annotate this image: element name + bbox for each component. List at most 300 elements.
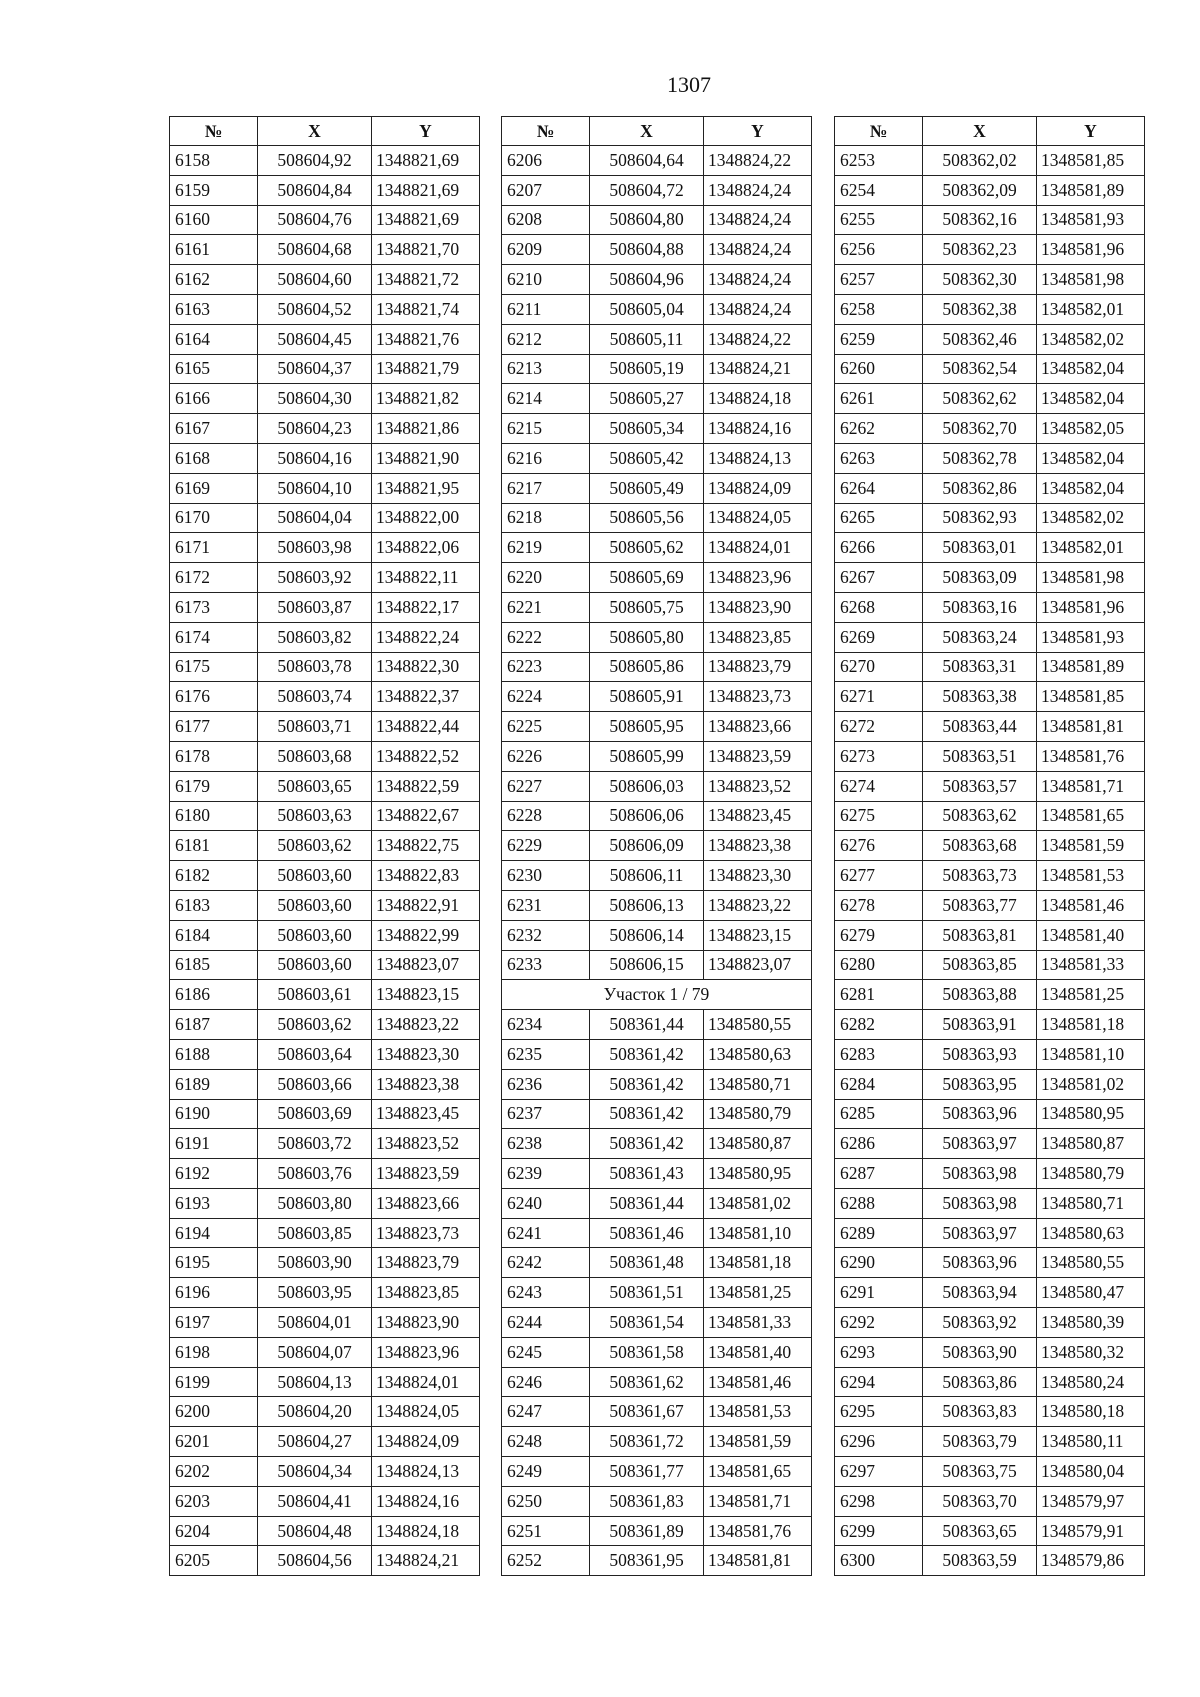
x-coordinate-cell: 508603,61 [258,980,372,1010]
table-row [835,622,1145,652]
x-coordinate-cell: 508363,91 [923,1010,1037,1040]
point-number-cell: 6191 [170,1129,258,1159]
y-coordinate-cell: 1348823,07 [704,950,812,980]
table-row [170,622,480,652]
y-coordinate-cell: 1348823,59 [372,1159,480,1189]
x-coordinate-cell: 508605,27 [590,384,704,414]
y-coordinate-cell: 1348822,83 [372,861,480,891]
table-row [502,146,812,176]
table-row [170,592,480,622]
table-row [835,1308,1145,1338]
table-row [502,1129,812,1159]
x-coordinate-cell: 508363,83 [923,1397,1037,1427]
y-coordinate-cell: 1348823,66 [372,1188,480,1218]
table-row [170,1486,480,1516]
x-coordinate-cell: 508606,06 [590,801,704,831]
table-row [835,146,1145,176]
point-number-cell: 6247 [502,1397,590,1427]
table-row [835,1069,1145,1099]
table-row [502,1099,812,1129]
table-row [835,1427,1145,1457]
point-number-cell: 6183 [170,890,258,920]
point-number-cell: 6166 [170,384,258,414]
table-row [170,1010,480,1040]
table-row [835,771,1145,801]
y-coordinate-cell: 1348823,07 [372,950,480,980]
point-number-cell: 6215 [502,414,590,444]
point-number-cell: 6284 [835,1069,923,1099]
point-number-cell: 6185 [170,950,258,980]
point-number-cell: 6240 [502,1188,590,1218]
point-number-cell: 6164 [170,324,258,354]
y-coordinate-cell: 1348823,22 [704,890,812,920]
x-coordinate-cell: 508361,58 [590,1337,704,1367]
y-coordinate-cell: 1348823,59 [704,741,812,771]
table-row [835,1337,1145,1367]
page-number-text: 1307 [667,72,711,97]
point-number-cell: 6213 [502,354,590,384]
y-coordinate-cell: 1348822,67 [372,801,480,831]
table-row [170,265,480,295]
x-coordinate-cell: 508363,97 [923,1218,1037,1248]
point-number-cell: 6160 [170,205,258,235]
y-coordinate-cell: 1348822,59 [372,771,480,801]
point-number-cell: 6275 [835,801,923,831]
table-row [835,592,1145,622]
table-row [170,1188,480,1218]
y-coordinate-cell: 1348824,13 [372,1457,480,1487]
table-row [170,294,480,324]
y-coordinate-cell: 1348823,96 [372,1337,480,1367]
y-coordinate-cell: 1348580,79 [704,1099,812,1129]
x-coordinate-cell: 508604,07 [258,1337,372,1367]
point-number-cell: 6209 [502,235,590,265]
y-coordinate-cell: 1348821,95 [372,473,480,503]
y-coordinate-cell: 1348822,44 [372,712,480,742]
coordinates-table-3 [834,116,1145,1576]
table-row [502,801,812,831]
y-coordinate-cell: 1348580,95 [704,1159,812,1189]
table-row [502,473,812,503]
y-coordinate-cell: 1348821,79 [372,354,480,384]
table-row [835,1188,1145,1218]
point-number-cell: 6267 [835,563,923,593]
point-number-cell: 6200 [170,1397,258,1427]
table-row [170,175,480,205]
column-header-x: X [590,117,704,146]
x-coordinate-cell: 508604,27 [258,1427,372,1457]
table-row [502,1337,812,1367]
point-number-cell: 6201 [170,1427,258,1457]
table-row [835,175,1145,205]
y-coordinate-cell: 1348581,59 [1037,831,1145,861]
x-coordinate-cell: 508603,60 [258,890,372,920]
x-coordinate-cell: 508604,10 [258,473,372,503]
table-row [835,801,1145,831]
table-row [502,1516,812,1546]
table-row [170,890,480,920]
y-coordinate-cell: 1348824,01 [372,1367,480,1397]
point-number-cell: 6236 [502,1069,590,1099]
table-row [170,801,480,831]
table-row [502,1069,812,1099]
x-coordinate-cell: 508363,97 [923,1129,1037,1159]
x-coordinate-cell: 508603,64 [258,1039,372,1069]
x-coordinate-cell: 508362,70 [923,414,1037,444]
table-row [502,384,812,414]
point-number-cell: 6173 [170,592,258,622]
y-coordinate-cell: 1348581,18 [704,1248,812,1278]
table-row [502,1397,812,1427]
column-header-y: Y [1037,117,1145,146]
table-row [502,890,812,920]
x-coordinate-cell: 508362,78 [923,443,1037,473]
y-coordinate-cell: 1348822,17 [372,592,480,622]
table-row [502,1427,812,1457]
point-number-cell: 6262 [835,414,923,444]
point-number-cell: 6216 [502,443,590,473]
y-coordinate-cell: 1348582,04 [1037,473,1145,503]
x-coordinate-cell: 508603,68 [258,741,372,771]
point-number-cell: 6259 [835,324,923,354]
y-coordinate-cell: 1348580,71 [704,1069,812,1099]
x-coordinate-cell: 508605,86 [590,652,704,682]
table-row [502,1486,812,1516]
point-number-cell: 6212 [502,324,590,354]
y-coordinate-cell: 1348581,46 [1037,890,1145,920]
y-coordinate-cell: 1348822,91 [372,890,480,920]
x-coordinate-cell: 508604,37 [258,354,372,384]
x-coordinate-cell: 508603,87 [258,592,372,622]
table-row [170,205,480,235]
point-number-cell: 6176 [170,682,258,712]
point-number-cell: 6168 [170,443,258,473]
point-number-cell: 6205 [170,1546,258,1576]
x-coordinate-cell: 508362,93 [923,503,1037,533]
table-row [502,652,812,682]
point-number-cell: 6161 [170,235,258,265]
y-coordinate-cell: 1348580,71 [1037,1188,1145,1218]
y-coordinate-cell: 1348821,86 [372,414,480,444]
point-number-cell: 6281 [835,980,923,1010]
point-number-cell: 6241 [502,1218,590,1248]
y-coordinate-cell: 1348823,66 [704,712,812,742]
x-coordinate-cell: 508363,93 [923,1039,1037,1069]
header-row [835,117,1145,146]
table-row [170,771,480,801]
x-coordinate-cell: 508605,80 [590,622,704,652]
y-coordinate-cell: 1348821,72 [372,265,480,295]
point-number-cell: 6226 [502,741,590,771]
x-coordinate-cell: 508361,42 [590,1129,704,1159]
y-coordinate-cell: 1348581,33 [704,1308,812,1338]
point-number-cell: 6286 [835,1129,923,1159]
table-row [502,682,812,712]
table-row [170,1427,480,1457]
point-number-cell: 6190 [170,1099,258,1129]
table-row [835,265,1145,295]
table-row [835,354,1145,384]
column-header-x: X [923,117,1037,146]
header-row [170,117,480,146]
table-row [835,831,1145,861]
table-row [502,175,812,205]
x-coordinate-cell: 508604,34 [258,1457,372,1487]
y-coordinate-cell: 1348823,15 [372,980,480,1010]
x-coordinate-cell: 508604,80 [590,205,704,235]
y-coordinate-cell: 1348823,30 [372,1039,480,1069]
x-coordinate-cell: 508362,30 [923,265,1037,295]
x-coordinate-cell: 508363,90 [923,1337,1037,1367]
y-coordinate-cell: 1348821,82 [372,384,480,414]
point-number-cell: 6288 [835,1188,923,1218]
x-coordinate-cell: 508604,76 [258,205,372,235]
point-number-cell: 6264 [835,473,923,503]
point-number-cell: 6238 [502,1129,590,1159]
point-number-cell: 6258 [835,294,923,324]
point-number-cell: 6234 [502,1010,590,1040]
x-coordinate-cell: 508606,09 [590,831,704,861]
point-number-cell: 6298 [835,1486,923,1516]
table-row [502,1159,812,1189]
table-row [835,980,1145,1010]
point-number-cell: 6246 [502,1367,590,1397]
y-coordinate-cell: 1348823,45 [372,1099,480,1129]
x-coordinate-cell: 508605,04 [590,294,704,324]
x-coordinate-cell: 508362,46 [923,324,1037,354]
column-header-number: № [502,117,590,146]
point-number-cell: 6189 [170,1069,258,1099]
point-number-cell: 6217 [502,473,590,503]
y-coordinate-cell: 1348579,97 [1037,1486,1145,1516]
x-coordinate-cell: 508604,56 [258,1546,372,1576]
table-row [170,980,480,1010]
y-coordinate-cell: 1348823,15 [704,920,812,950]
point-number-cell: 6225 [502,712,590,742]
y-coordinate-cell: 1348822,99 [372,920,480,950]
y-coordinate-cell: 1348582,04 [1037,354,1145,384]
point-number-cell: 6283 [835,1039,923,1069]
point-number-cell: 6231 [502,890,590,920]
x-coordinate-cell: 508363,62 [923,801,1037,831]
x-coordinate-cell: 508361,54 [590,1308,704,1338]
y-coordinate-cell: 1348822,75 [372,831,480,861]
table-row [502,1278,812,1308]
y-coordinate-cell: 1348581,53 [704,1397,812,1427]
table-row [170,1069,480,1099]
x-coordinate-cell: 508361,83 [590,1486,704,1516]
table-row [835,384,1145,414]
y-coordinate-cell: 1348822,11 [372,563,480,593]
y-coordinate-cell: 1348581,81 [1037,712,1145,742]
table-row [835,1159,1145,1189]
y-coordinate-cell: 1348821,69 [372,175,480,205]
table-row [502,1010,812,1040]
point-number-cell: 6272 [835,712,923,742]
table-row [170,563,480,593]
point-number-cell: 6197 [170,1308,258,1338]
x-coordinate-cell: 508604,41 [258,1486,372,1516]
y-coordinate-cell: 1348821,70 [372,235,480,265]
x-coordinate-cell: 508363,98 [923,1159,1037,1189]
table-row [835,1486,1145,1516]
y-coordinate-cell: 1348821,69 [372,205,480,235]
point-number-cell: 6269 [835,622,923,652]
y-coordinate-cell: 1348581,40 [1037,920,1145,950]
point-number-cell: 6271 [835,682,923,712]
y-coordinate-cell: 1348580,87 [704,1129,812,1159]
y-coordinate-cell: 1348581,96 [1037,235,1145,265]
x-coordinate-cell: 508363,77 [923,890,1037,920]
y-coordinate-cell: 1348824,09 [704,473,812,503]
table-row [170,324,480,354]
table-row [170,1099,480,1129]
table-row [502,265,812,295]
table-row [835,652,1145,682]
point-number-cell: 6260 [835,354,923,384]
y-coordinate-cell: 1348822,52 [372,741,480,771]
point-number-cell: 6242 [502,1248,590,1278]
y-coordinate-cell: 1348824,21 [704,354,812,384]
y-coordinate-cell: 1348581,46 [704,1367,812,1397]
x-coordinate-cell: 508363,85 [923,950,1037,980]
y-coordinate-cell: 1348581,40 [704,1337,812,1367]
table-row [170,920,480,950]
x-coordinate-cell: 508361,51 [590,1278,704,1308]
point-number-cell: 6179 [170,771,258,801]
coordinates-table-2 [501,116,812,1576]
y-coordinate-cell: 1348823,73 [704,682,812,712]
y-coordinate-cell: 1348580,95 [1037,1099,1145,1129]
point-number-cell: 6211 [502,294,590,324]
point-number-cell: 6222 [502,622,590,652]
table-row [835,235,1145,265]
table-row [835,443,1145,473]
point-number-cell: 6296 [835,1427,923,1457]
table-row [835,890,1145,920]
point-number-cell: 6276 [835,831,923,861]
point-number-cell: 6263 [835,443,923,473]
y-coordinate-cell: 1348824,22 [704,146,812,176]
table-row [835,414,1145,444]
y-coordinate-cell: 1348581,89 [1037,175,1145,205]
table-row [502,294,812,324]
y-coordinate-cell: 1348822,06 [372,533,480,563]
x-coordinate-cell: 508362,62 [923,384,1037,414]
point-number-cell: 6233 [502,950,590,980]
x-coordinate-cell: 508363,09 [923,563,1037,593]
table-row [835,294,1145,324]
x-coordinate-cell: 508362,86 [923,473,1037,503]
point-number-cell: 6227 [502,771,590,801]
y-coordinate-cell: 1348822,30 [372,652,480,682]
point-number-cell: 6250 [502,1486,590,1516]
table-row [502,1218,812,1248]
point-number-cell: 6273 [835,741,923,771]
point-number-cell: 6228 [502,801,590,831]
table-row [835,1516,1145,1546]
x-coordinate-cell: 508604,45 [258,324,372,354]
table-row [502,712,812,742]
point-number-cell: 6257 [835,265,923,295]
table-row [835,1248,1145,1278]
table-row [502,1546,812,1576]
x-coordinate-cell: 508363,44 [923,712,1037,742]
table-row [170,146,480,176]
y-coordinate-cell: 1348581,02 [1037,1069,1145,1099]
x-coordinate-cell: 508606,13 [590,890,704,920]
table-row [170,503,480,533]
y-coordinate-cell: 1348581,02 [704,1188,812,1218]
point-number-cell: 6187 [170,1010,258,1040]
y-coordinate-cell: 1348581,96 [1037,592,1145,622]
x-coordinate-cell: 508363,31 [923,652,1037,682]
table-row [502,1248,812,1278]
point-number-cell: 6210 [502,265,590,295]
y-coordinate-cell: 1348580,18 [1037,1397,1145,1427]
table-row [835,1457,1145,1487]
x-coordinate-cell: 508362,02 [923,146,1037,176]
x-coordinate-cell: 508363,16 [923,592,1037,622]
y-coordinate-cell: 1348581,25 [1037,980,1145,1010]
y-coordinate-cell: 1348823,90 [704,592,812,622]
y-coordinate-cell: 1348822,24 [372,622,480,652]
coordinates-table-1 [169,116,480,1576]
table-row [170,414,480,444]
point-number-cell: 6291 [835,1278,923,1308]
x-coordinate-cell: 508604,48 [258,1516,372,1546]
table-row [502,831,812,861]
point-number-cell: 6159 [170,175,258,205]
column-header-number: № [170,117,258,146]
x-coordinate-cell: 508363,59 [923,1546,1037,1576]
table-row [170,1039,480,1069]
point-number-cell: 6289 [835,1218,923,1248]
y-coordinate-cell: 1348581,85 [1037,682,1145,712]
point-number-cell: 6221 [502,592,590,622]
table-row [170,831,480,861]
point-number-cell: 6277 [835,861,923,891]
point-number-cell: 6239 [502,1159,590,1189]
y-coordinate-cell: 1348581,10 [1037,1039,1145,1069]
x-coordinate-cell: 508604,23 [258,414,372,444]
point-number-cell: 6237 [502,1099,590,1129]
y-coordinate-cell: 1348581,85 [1037,146,1145,176]
point-number-cell: 6290 [835,1248,923,1278]
x-coordinate-cell: 508605,99 [590,741,704,771]
point-number-cell: 6207 [502,175,590,205]
x-coordinate-cell: 508605,75 [590,592,704,622]
x-coordinate-cell: 508605,69 [590,563,704,593]
x-coordinate-cell: 508603,90 [258,1248,372,1278]
y-coordinate-cell: 1348823,38 [704,831,812,861]
point-number-cell: 6292 [835,1308,923,1338]
x-coordinate-cell: 508603,82 [258,622,372,652]
y-coordinate-cell: 1348580,63 [1037,1218,1145,1248]
table-row [170,861,480,891]
y-coordinate-cell: 1348581,65 [1037,801,1145,831]
table-row [502,622,812,652]
y-coordinate-cell: 1348582,04 [1037,443,1145,473]
x-coordinate-cell: 508604,52 [258,294,372,324]
point-number-cell: 6251 [502,1516,590,1546]
x-coordinate-cell: 508363,68 [923,831,1037,861]
point-number-cell: 6177 [170,712,258,742]
table-row [170,1129,480,1159]
point-number-cell: 6186 [170,980,258,1010]
y-coordinate-cell: 1348581,33 [1037,950,1145,980]
point-number-cell: 6294 [835,1367,923,1397]
